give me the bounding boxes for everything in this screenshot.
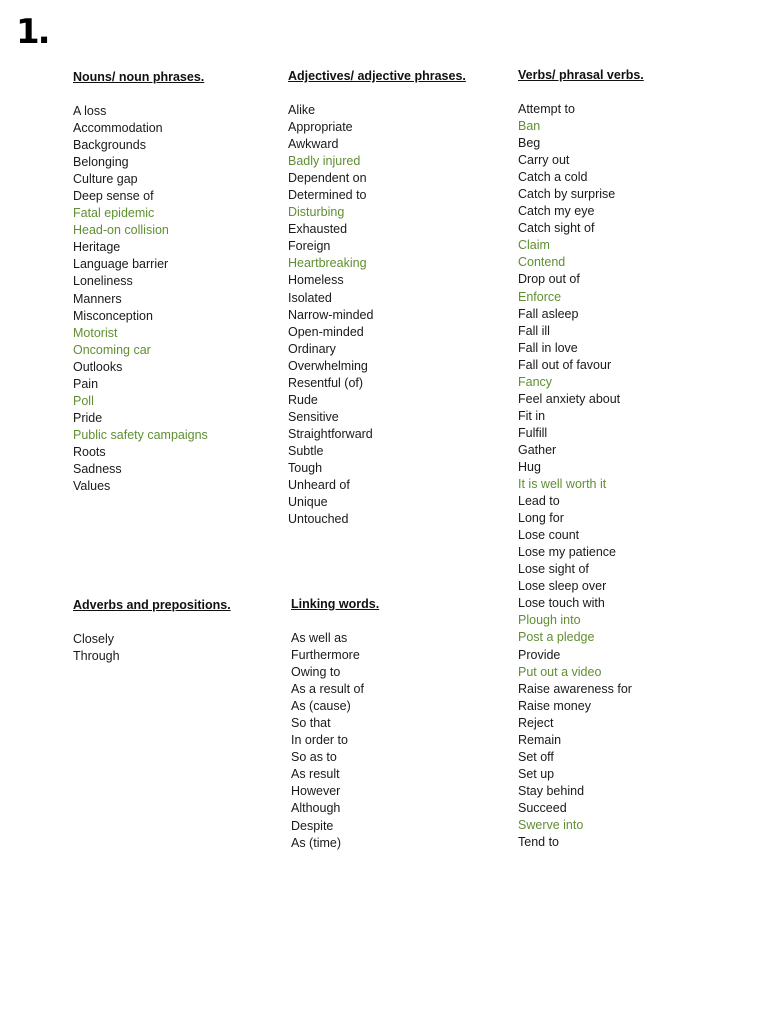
verbs-item: Succeed	[518, 800, 567, 815]
verbs-list	[518, 101, 644, 851]
nouns-item: Pain	[73, 376, 99, 391]
nouns-item: Poll	[73, 393, 94, 408]
linking-item: As a result of	[291, 682, 364, 697]
linking-item: Despite	[291, 818, 334, 833]
adjectives-item: Alike	[288, 103, 316, 117]
adjectives-item: Heartbreaking	[288, 256, 367, 271]
adverbs-item: Closely	[73, 632, 114, 646]
verbs-item: Feel anxiety about	[518, 391, 621, 406]
verbs-item: Fall ill	[518, 323, 550, 338]
verbs-item: Swerve into	[518, 817, 584, 832]
verbs-item: Set off	[518, 749, 554, 764]
verbs-item: Fall out of favour	[518, 357, 612, 372]
verbs-item: Lose count	[518, 528, 580, 543]
nouns-item: Head-on collision	[73, 223, 169, 238]
nouns-list	[73, 103, 208, 495]
verbs-item: Reject	[518, 715, 554, 730]
adverbs-heading: Adverbs and prepositions.	[73, 598, 231, 612]
adjectives-item: Unique	[288, 495, 328, 510]
nouns-item: Public safety campaigns	[73, 427, 208, 442]
nouns-item: Loneliness	[73, 274, 133, 289]
adjectives-item: Disturbing	[288, 205, 345, 220]
verbs-item: Beg	[518, 136, 541, 151]
nouns-item: Oncoming car	[73, 342, 151, 357]
verbs-item: Provide	[518, 647, 561, 662]
adjectives-item: Homeless	[288, 273, 344, 288]
linking-item: Although	[291, 801, 341, 816]
adjectives-item: Straightforward	[288, 426, 373, 441]
verbs-item: Set up	[518, 766, 555, 781]
nouns-item: Manners	[73, 291, 122, 306]
adjectives-item: Ordinary	[288, 341, 336, 356]
linking-section	[291, 596, 379, 852]
adjectives-item: Tough	[288, 460, 323, 475]
verbs-item: Catch a cold	[518, 170, 588, 185]
nouns-item: Pride	[73, 410, 103, 425]
linking-heading: Linking words.	[291, 597, 380, 611]
linking-item: So that	[291, 716, 331, 731]
verbs-item: Fall asleep	[518, 306, 579, 321]
verbs-item: Lead to	[518, 494, 560, 509]
nouns-item: Outlooks	[73, 359, 123, 374]
linking-item: As (time)	[291, 835, 341, 850]
verbs-item: Lose touch with	[518, 596, 605, 611]
adverbs-section	[73, 597, 231, 665]
verbs-item: Remain	[518, 732, 562, 747]
verbs-item: Fulfill	[518, 425, 548, 440]
nouns-item: Values	[73, 479, 111, 494]
adjectives-item: Resentful (of)	[288, 375, 364, 390]
verbs-item: Attempt to	[518, 102, 575, 116]
verbs-item: Catch by surprise	[518, 187, 616, 202]
verbs-item: Lose my patience	[518, 545, 616, 560]
verbs-item: Catch sight of	[518, 221, 595, 236]
nouns-item: Heritage	[73, 240, 121, 255]
nouns-heading: Nouns/ noun phrases.	[73, 70, 205, 84]
linking-item: As well as	[291, 631, 348, 645]
verbs-item: Claim	[518, 238, 550, 253]
verbs-heading: Verbs/ phrasal verbs.	[518, 68, 644, 82]
adjectives-item: Exhausted	[288, 222, 348, 237]
nouns-item: Belonging	[73, 155, 129, 170]
verbs-item: Put out a video	[518, 664, 602, 679]
adjectives-section	[288, 68, 466, 528]
verbs-item: Tend to	[518, 835, 560, 850]
linking-item: As (cause)	[291, 699, 351, 714]
verbs-item: Stay behind	[518, 783, 585, 798]
verbs-item: Long for	[518, 511, 564, 526]
adjectives-item: Determined to	[288, 188, 367, 203]
nouns-item: A loss	[73, 104, 107, 118]
nouns-item: Motorist	[73, 325, 118, 340]
adverbs-list	[73, 631, 231, 665]
linking-list	[291, 630, 379, 852]
verbs-item: Lose sleep over	[518, 579, 607, 594]
verbs-section	[518, 67, 644, 851]
adjectives-list	[288, 102, 466, 528]
linking-item: Owing to	[291, 665, 341, 680]
nouns-item: Language barrier	[73, 257, 169, 272]
nouns-item: Backgrounds	[73, 138, 146, 153]
verbs-item: Enforce	[518, 289, 562, 304]
verbs-item: Lose sight of	[518, 562, 589, 577]
page-number: 1.	[16, 12, 49, 52]
verbs-item: Fancy	[518, 374, 553, 389]
nouns-item: Deep sense of	[73, 189, 154, 204]
nouns-item: Fatal epidemic	[73, 206, 155, 221]
adverbs-item: Through	[73, 649, 120, 664]
nouns-section	[73, 69, 208, 495]
verbs-item: It is well worth it	[518, 477, 607, 492]
verbs-item: Raise money	[518, 698, 591, 713]
adjectives-item: Appropriate	[288, 120, 353, 135]
nouns-item: Accommodation	[73, 121, 163, 136]
nouns-item: Culture gap	[73, 172, 138, 187]
verbs-item: Carry out	[518, 153, 570, 168]
verbs-item: Drop out of	[518, 272, 580, 287]
adjectives-item: Isolated	[288, 290, 332, 305]
adjectives-heading: Adjectives/ adjective phrases.	[288, 69, 466, 83]
verbs-item: Contend	[518, 255, 566, 270]
verbs-item: Fall in love	[518, 340, 578, 355]
adjectives-item: Sensitive	[288, 409, 339, 424]
verbs-item: Fit in	[518, 408, 546, 423]
adjectives-item: Awkward	[288, 137, 339, 152]
verbs-item: Gather	[518, 442, 557, 457]
linking-item: As result	[291, 767, 340, 782]
verbs-item: Catch my eye	[518, 204, 595, 219]
verbs-item: Ban	[518, 119, 541, 134]
adjectives-item: Dependent on	[288, 171, 367, 186]
nouns-item: Sadness	[73, 461, 122, 476]
adjectives-item: Narrow-minded	[288, 307, 374, 322]
nouns-item: Misconception	[73, 308, 153, 323]
adjectives-item: Overwhelming	[288, 358, 368, 373]
adjectives-item: Untouched	[288, 512, 349, 527]
adjectives-item: Rude	[288, 392, 318, 407]
linking-item: In order to	[291, 733, 348, 748]
adjectives-item: Unheard of	[288, 478, 350, 493]
adjectives-item: Open-minded	[288, 324, 364, 339]
linking-item: However	[291, 784, 341, 799]
verbs-item: Raise awareness for	[518, 681, 632, 696]
adjectives-item: Subtle	[288, 443, 324, 458]
verbs-item: Plough into	[518, 613, 581, 628]
verbs-item: Hug	[518, 459, 541, 474]
nouns-item: Roots	[73, 444, 106, 459]
adjectives-item: Foreign	[288, 239, 331, 254]
linking-item: So as to	[291, 750, 337, 765]
linking-item: Furthermore	[291, 648, 360, 663]
adjectives-item: Badly injured	[288, 154, 361, 169]
verbs-item: Post a pledge	[518, 630, 595, 645]
